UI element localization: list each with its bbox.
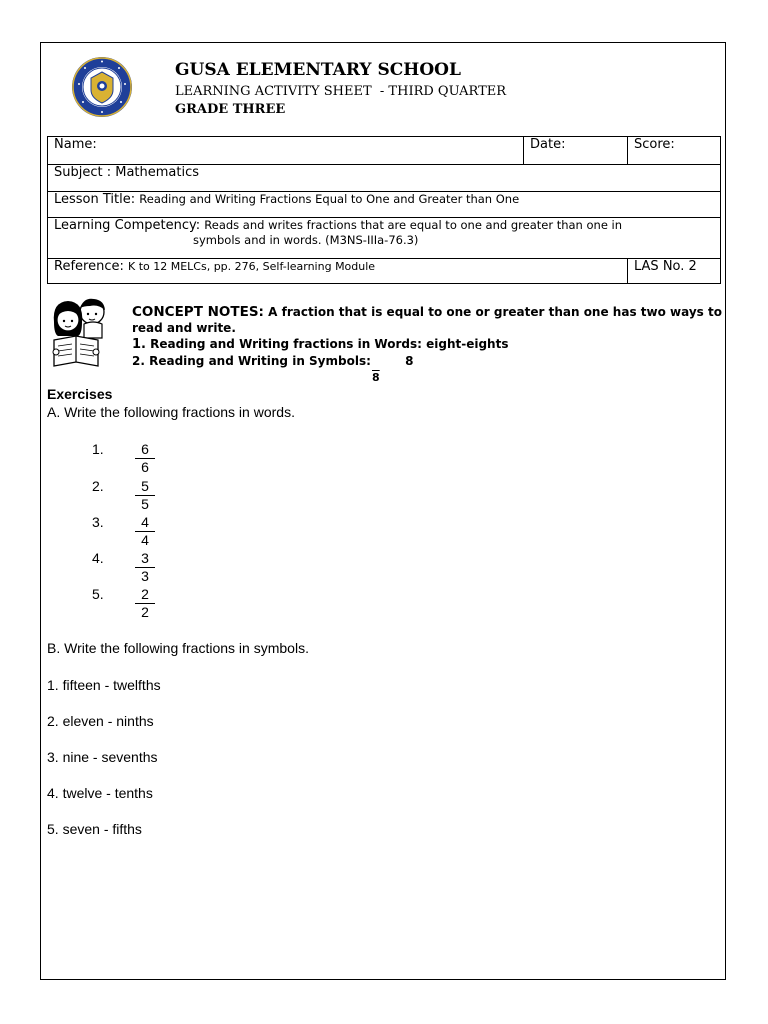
list-item: 2. eleven - ninths xyxy=(47,713,154,729)
fraction-numerator: 6 xyxy=(141,441,149,457)
competency-value: Reads and writes fractions that are equal to one and greater than one in xyxy=(204,218,623,232)
subject-row: Subject : Mathematics xyxy=(48,165,721,192)
fraction xyxy=(136,441,154,476)
fraction-denominator: 4 xyxy=(141,532,149,548)
fraction xyxy=(136,514,154,549)
list-item: 1. fifteen - twelfths xyxy=(47,677,161,693)
part-a-instruction: A. Write the following fractions in words. xyxy=(47,404,295,420)
school-name: GUSA ELEMENTARY SCHOOL xyxy=(175,60,461,80)
part-b-instruction: B. Write the following fractions in symbols. xyxy=(47,640,309,656)
fraction-numerator: 5 xyxy=(141,478,149,494)
las-number: LAS No. 2 xyxy=(628,259,721,284)
reference-value: K to 12 MELCs, pp. 276, Self-learning Module xyxy=(127,260,376,273)
competency-value-2: symbols and in words. (M3NS-IIIa-76.3) xyxy=(193,233,419,247)
reference-label: Reference: xyxy=(54,259,124,274)
symbol-numerator: 8 xyxy=(405,354,414,368)
fraction xyxy=(136,478,154,513)
info-table xyxy=(47,136,721,284)
list-item: 5. seven - fifths xyxy=(47,821,142,837)
fraction-denominator: 3 xyxy=(141,568,149,584)
list-item: 3. nine - sevenths xyxy=(47,749,158,765)
sheet-subtitle: LEARNING ACTIVITY SHEET - THIRD QUARTER xyxy=(175,84,507,99)
lesson-title-row xyxy=(48,192,721,218)
fraction-numerator: 4 xyxy=(141,514,149,530)
kids-reading-illustration xyxy=(48,294,110,372)
name-field[interactable]: Name: xyxy=(48,137,524,165)
lesson-title-value: Reading and Writing Fractions Equal to One and Greater than One xyxy=(139,192,520,206)
concept-item-2: 2. Reading and Writing in Symbols: xyxy=(132,354,371,368)
competency-label: Learning Competency: xyxy=(54,218,201,233)
concept-item-1: Reading and Writing fractions in Words: eight-eights xyxy=(150,337,509,351)
symbol-denominator: 8 xyxy=(372,371,380,384)
fraction xyxy=(136,550,154,585)
fraction-denominator: 2 xyxy=(141,604,149,620)
fraction xyxy=(136,586,154,621)
reference-row xyxy=(48,259,628,284)
lesson-title-label: Lesson Title: xyxy=(54,192,136,207)
fraction-denominator: 5 xyxy=(141,496,149,512)
exercises-title: Exercises xyxy=(47,386,113,402)
concept-notes: CONCEPT NOTES: A fraction that is equal to one or greater than one has two ways to read and write. 1. Reading and Writing fractions in Words: eight-eights 2. Reading and Writing in Symbols: 8 xyxy=(132,304,722,368)
score-field[interactable]: Score: xyxy=(628,137,721,165)
fraction-denominator: 6 xyxy=(141,459,149,475)
date-field[interactable]: Date: xyxy=(524,137,628,165)
grade-level: GRADE THREE xyxy=(175,102,286,117)
fraction-numerator: 2 xyxy=(141,586,149,602)
concept-notes-title: CONCEPT NOTES: xyxy=(132,304,264,320)
fraction-numerator: 3 xyxy=(141,550,149,566)
school-seal-logo xyxy=(71,56,133,118)
list-item: 4. twelve - tenths xyxy=(47,785,153,801)
competency-row xyxy=(48,218,721,259)
concept-notes-text: A fraction that is equal to one or greater than one has two ways to read and write. xyxy=(132,305,722,335)
